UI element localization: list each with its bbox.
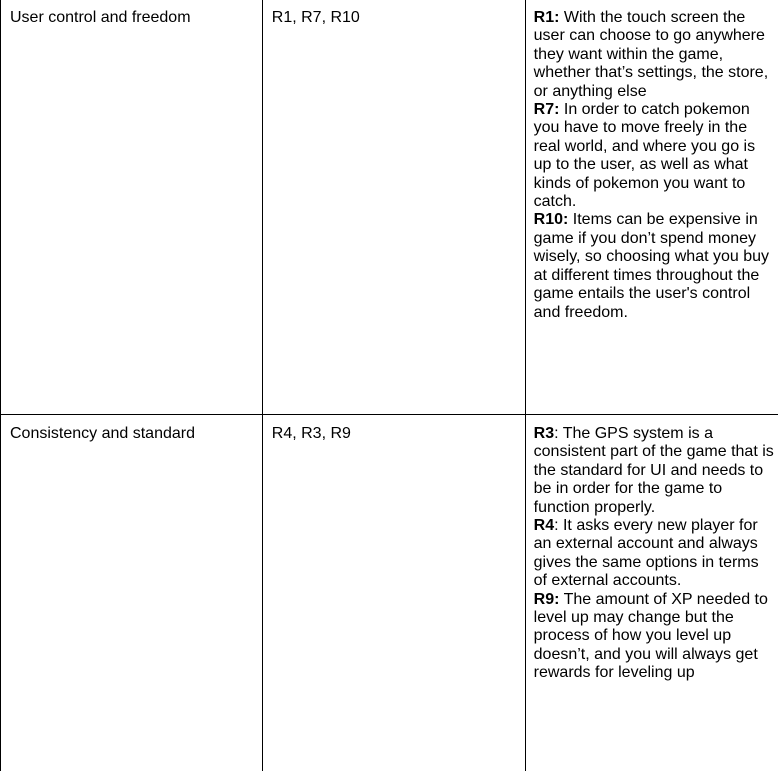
heuristic-cell: [1, 415, 263, 771]
justification-cell: [525, 0, 778, 415]
requirement-tag: R3: [533, 425, 555, 442]
requirement-tag: R10:: [533, 211, 569, 229]
justification-text: With the touch screen the user can choose to go anywhere they want within the game, whether that’s settings, the store, or anything else: [533, 9, 769, 100]
table-row: [1, 0, 778, 415]
justification-cell: [525, 415, 778, 771]
justification-item: [534, 591, 776, 683]
justification-text: : It asks every new player for an external account and always gives the same options in terms of external accounts.: [533, 517, 759, 590]
justification-item: [534, 517, 776, 591]
reference-list: R1, R7, R10: [271, 9, 360, 26]
reference-list: R4, R3, R9: [271, 425, 351, 442]
requirement-tag: R7:: [533, 101, 560, 119]
requirement-tag: R9:: [533, 590, 560, 608]
heuristic-name: Consistency and standard: [10, 425, 195, 442]
justification-text: Items can be expensive in game if you don’t spend money wisely, so choosing what you buy at different times throughout the game entails the user's control and freedom.: [533, 211, 770, 321]
justification-item: [534, 425, 776, 517]
justification-item: [534, 9, 776, 101]
justification-item: [534, 101, 776, 211]
heuristic-cell: [1, 0, 263, 415]
references-cell: [262, 0, 525, 415]
requirement-tag: R4: [533, 517, 555, 535]
justification-item: [534, 211, 776, 321]
justification-text: The amount of XP needed to level up may change but the process of how you level up doesn’t, and you will always get rewards for leveling up: [533, 590, 768, 682]
heuristic-name: User control and freedom: [10, 9, 191, 26]
justification-text: : The GPS system is a consistent part of the game that is the standard for UI and needs to be in order for the game to function properly.: [533, 425, 774, 516]
table-row: [1, 415, 778, 771]
justification-text: In order to catch pokemon you have to move freely in the real world, and where you go is up to the user, as well as what kinds of pokemon you want to catch.: [533, 101, 756, 211]
requirement-tag: R1:: [533, 9, 560, 26]
references-cell: [262, 415, 525, 771]
